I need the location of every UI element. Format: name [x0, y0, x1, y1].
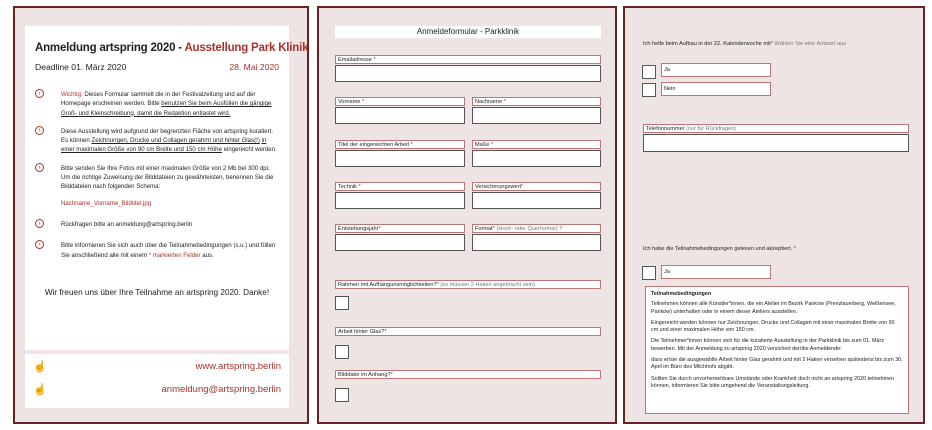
hand-pointer-icon: ☝ — [33, 384, 47, 396]
jahr-field[interactable] — [335, 234, 465, 251]
website-link[interactable]: www.artspring.berlin — [195, 361, 281, 372]
form-panel — [317, 6, 617, 424]
contact-card — [25, 354, 289, 408]
conditions-p4: dass er/sie die ausgewählte Arbeit hinter Glas gerahmt und mit 2 Haken versehen spätestens bis zum 30. April im Büro des Milchhofs abgibt. — [651, 357, 903, 371]
info-card — [25, 26, 309, 350]
masse-field[interactable] — [472, 150, 601, 167]
conditions-p5: Sollten Sie durch unvorhersehbare Umstände oder Krankheit doch nicht an artspring 2020 teilnehmen können, informieren Sie bitte umgehend die Veranstaltungsleitung. — [651, 375, 895, 389]
telefon-label: Telefonnummer (nur für Rückfragen) — [643, 124, 909, 133]
aufbau-ja-option[interactable]: Ja — [661, 63, 771, 77]
email-link[interactable]: anmeldung@artspring.berlin — [161, 384, 281, 395]
nachname-field[interactable] — [472, 107, 601, 124]
event-date: 28. Mai 2020 — [229, 62, 279, 72]
telefon-field[interactable] — [643, 134, 909, 152]
conditions-p3: Die Teilnehmer*innen können sich für die kuratierte Ausstellung in der Parkklinik bis zum 01. März bewerben. Mit der Anmeldung zu artspring 2020 versichert der/die Anmeldende: — [651, 338, 885, 352]
bullet-conditions: › Bitte informieren Sie sich auch über die Teilnahmebedingungen (s.u.) und füllen Sie anschließend alle mit einem * markierten Felder aus. — [35, 241, 279, 260]
versicherung-field[interactable] — [472, 192, 601, 209]
titel-field[interactable] — [335, 150, 465, 167]
versicherung-label: Versicherungswert* — [472, 182, 601, 191]
aufbau-nein-option[interactable]: Nein — [661, 82, 771, 96]
format-label: Format* (Hoch- oder Querformat) ? — [472, 224, 601, 233]
technik-label: Technik * — [335, 182, 465, 191]
vorname-field[interactable] — [335, 107, 465, 124]
bedingungen-label: Ich habe die Teilnahmebedingungen gelesen und akzeptiert. * — [643, 246, 796, 252]
rahmen-label: Rahmen mit Aufhängunsmöglichkeiten?* (es müssen 2 Haken angebracht sein) — [335, 280, 601, 289]
masse-label: Maße * — [472, 140, 601, 149]
deadline-text: Deadline 01. März 2020 — [35, 62, 127, 72]
bullet-contact: › Rückfragen bitte an anmeldung@artspring.berlin — [35, 220, 279, 229]
glas-label: Arbeit hinter Glas?* — [335, 327, 601, 336]
info-panel — [13, 6, 309, 424]
technik-field[interactable] — [335, 192, 465, 209]
chevron-right-icon: › — [35, 219, 44, 228]
email-field[interactable] — [335, 65, 601, 82]
bilddatei-checkbox[interactable] — [335, 388, 349, 402]
hand-pointer-icon: ☝ — [33, 361, 47, 373]
conditions-p2: Eingereicht werden können nur Zeichnungen, Drucke und Collagen mit einer maximalen Breite von 90 cm und einer maximalen Höhe von 150 cm. — [651, 319, 895, 334]
thanks-text: Wir freuen uns über Ihre Teilnahme an artspring 2020. Danke! — [44, 287, 270, 297]
chevron-right-icon: › — [35, 240, 44, 249]
filename-schema: Nachname_Vorname_Bildtitel.jpg — [61, 199, 152, 207]
bedingungen-ja-checkbox[interactable] — [642, 266, 656, 280]
bilddatei-label: Bilddatei im Anhang?* — [335, 370, 601, 379]
form-title: Anmeldeformular - Parkklinik — [335, 26, 601, 38]
email-label: Emailadresse * — [335, 55, 601, 64]
chevron-right-icon: › — [35, 163, 44, 172]
page-title: Anmeldung artspring 2020 - Ausstellung Park Klinik — [35, 42, 309, 54]
conditions-title: Teilnahmebedingungen — [651, 291, 712, 297]
nachname-label: Nachname * — [472, 97, 601, 106]
aufbau-label: Ich helfe beim Aufbau in der 22. Kalenderwoche mit* Wählen Sie eine Antwort aus — [643, 41, 847, 47]
chevron-right-icon: › — [35, 126, 44, 135]
rahmen-checkbox[interactable] — [335, 296, 349, 310]
chevron-right-icon: › — [35, 89, 44, 98]
titel-label: Titel der eingereichten Arbeit * — [335, 140, 465, 149]
conditions-p1: Teilnehmen können alle Künstler*innen, die ein Atelier im Bezirk Pankow (Prenzlauerberg, Weißensee, Pankow) unterhalten oder in einem dieser Ateliers ausstellen. — [651, 301, 896, 315]
deadline-row — [35, 62, 279, 72]
aufbau-nein-checkbox[interactable] — [642, 83, 656, 97]
bullet-important: › Wichtig: Dieses Formular sammelt die in der Festivalzeitung und auf der Homepage erscheinen werden. Bitte benutzen Sie beim Ausfüllen die gängige Groß- und Kleinschreibung, damit die Redaktion entlastet wird. — [35, 90, 279, 118]
format-field[interactable] — [472, 234, 601, 251]
form-panel-2 — [623, 6, 925, 424]
bedingungen-ja-option[interactable]: Ja — [661, 265, 771, 279]
email-row — [33, 383, 281, 396]
website-row — [33, 360, 281, 373]
bullet-curated: › Diese Ausstellung wird aufgrund der begrenzten Fläche von artspring kuratiert. Es können Zeichnungen, Drucke und Collagen gerahmt und hinter Glas(!) in einer maximalen Größe von 90 cm Breite und 150 cm Höhe eingereicht werden. — [35, 127, 279, 155]
conditions-box — [645, 286, 909, 414]
jahr-label: Entstehungsjahr* — [335, 224, 465, 233]
glas-checkbox[interactable] — [335, 345, 349, 359]
aufbau-ja-checkbox[interactable] — [642, 65, 656, 79]
vorname-label: Vorname * — [335, 97, 465, 106]
bullet-photos: › Bitte senden Sie Ihre Fotos mit einer maximalen Größe von 2 Mb bei 300 dpi. Um die richtige Zuweisung der Bilddateien zu gewährleisten, benennen Sie die Bilddateien nach folgenden Schema: Nachname_Vorname_Bildtitel.jpg — [35, 164, 279, 208]
